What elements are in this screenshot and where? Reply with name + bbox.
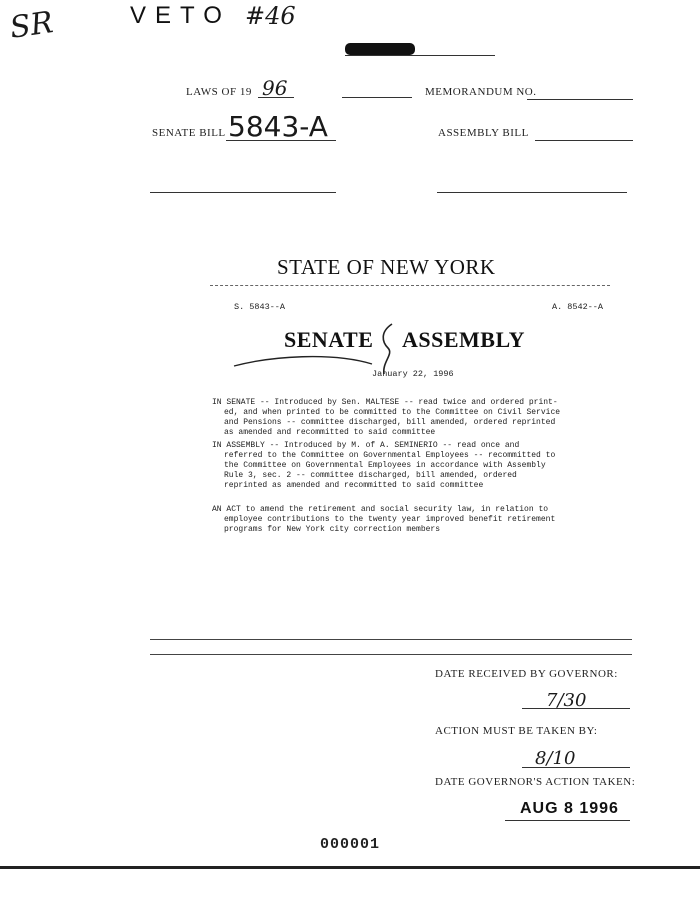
date-received-value: 7/30 [546, 690, 587, 711]
action-must-line [522, 767, 630, 768]
laws-year: 96 [262, 76, 288, 100]
action-taken-label: DATE GOVERNOR'S ACTION TAKEN: [435, 776, 636, 788]
memorandum-label: MEMORANDUM NO. [425, 86, 537, 98]
state-title: STATE OF NEW YORK [277, 255, 496, 279]
assembly-bill-label: ASSEMBLY BILL [438, 127, 529, 139]
divider-rule-1 [150, 639, 632, 640]
assembly-history [212, 441, 637, 491]
assembly-history-line: Rule 3, sec. 2 -- committee discharged, bill amended, ordered [224, 471, 517, 480]
redaction-bar [345, 43, 415, 55]
action-must-value: 8/10 [535, 748, 576, 769]
senate-number: S. 5843--A [234, 302, 286, 312]
senate-history-line: ed, and when printed to be committed to the Committee on Civil Service [224, 408, 561, 417]
senate-bill-line [226, 140, 336, 141]
divider-rule-2 [150, 654, 632, 655]
laws-of-label: LAWS OF 19 [186, 86, 252, 98]
date-received-label: DATE RECEIVED BY GOVERNOR: [435, 668, 618, 680]
senate-history-line: as amended and recommitted to said committee [224, 428, 436, 437]
bill-date: January 22, 1996 [372, 369, 454, 379]
margin-note: SR [7, 5, 56, 46]
rule-top [345, 55, 495, 56]
senate-history-line: and Pensions -- committee discharged, bill amended, ordered reprinted [224, 418, 556, 427]
action-taken-stamp: AUG 8 1996 [520, 800, 619, 817]
assembly-history-line: referred to the Committee on Governmental Employees -- recommitted to [224, 451, 556, 460]
chamber-assembly: ASSEMBLY [402, 327, 526, 352]
assembly-history-line: the Committee on Governmental Employees in accordance with Assembly [224, 461, 546, 470]
action-taken-line [505, 820, 630, 821]
assembly-bill-line [535, 140, 633, 141]
state-title-rule [210, 285, 610, 286]
memorandum-line [527, 99, 633, 100]
act-text-line: AN ACT to amend the retirement and social security law, in relation to [212, 505, 549, 514]
veto-label: VETO [130, 2, 231, 29]
laws-blank-line [342, 97, 412, 98]
blank-line-left [150, 192, 336, 193]
veto-number: #46 [245, 2, 296, 30]
assembly-history-line: reprinted as amended and recommitted to said committee [224, 481, 484, 490]
senate-bill-number: 5843-A [228, 110, 328, 143]
action-must-label: ACTION MUST BE TAKEN BY: [435, 725, 598, 737]
bottom-scan-edge [0, 866, 700, 869]
date-received-line [522, 708, 630, 709]
act-text-line: programs for New York city correction members [224, 525, 441, 534]
blank-line-right [437, 192, 627, 193]
assembly-number: A. 8542--A [552, 302, 604, 312]
page-code: 000001 [320, 836, 381, 853]
assembly-history-line: IN ASSEMBLY -- Introduced by M. of A. SEMINERIO -- read once and [212, 441, 520, 450]
senate-bill-label: SENATE BILL [152, 127, 226, 139]
senate-history-line: IN SENATE -- Introduced by Sen. MALTESE -- read twice and ordered print- [212, 398, 558, 407]
senate-history [212, 398, 637, 438]
laws-year-line [258, 97, 294, 98]
act-text-line: employee contributions to the twenty year improved benefit retirement [224, 515, 556, 524]
act-text [212, 505, 637, 535]
chamber-senate: SENATE [284, 327, 374, 352]
